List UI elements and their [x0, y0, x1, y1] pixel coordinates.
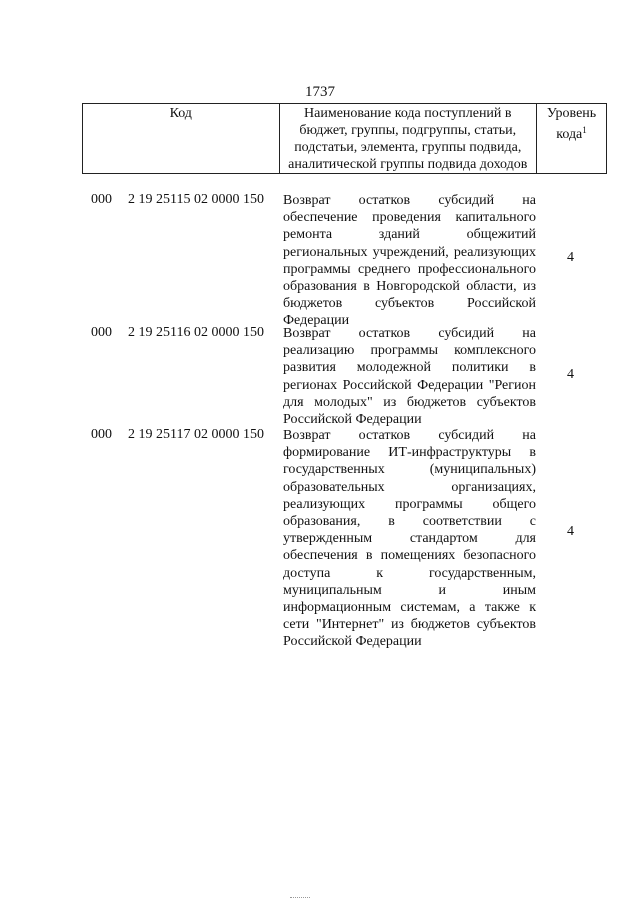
- row-description: Возврат остатков субсидий на формирование ИТ-инфраструктуры в государственных (муниципальных) образовательных организациях, реализующих программы общего образования, в соответствии с утвержденным стандартом для обеспечения в помещениях безопасного доступа к государственным, муниципальным и иным информационным системам, а также к сети "Интернет" из бюджетов субъектов Российской Федерации: [283, 428, 536, 650]
- row-code: 2 19 25116 02 0000 150: [128, 325, 264, 340]
- header-name: Наименование кода поступлений в бюджет, группы, подгруппы, статьи, подстатьи, элемента, группы подвида, аналитической группы подвида доходов: [279, 104, 537, 174]
- row-level: 4: [567, 250, 574, 265]
- header-level-footnote: 1: [582, 125, 587, 135]
- row-level: 4: [567, 367, 574, 382]
- row-prefix: 000: [91, 325, 112, 340]
- header-code: Код: [83, 104, 280, 174]
- header-level-cell: [537, 104, 607, 174]
- row-code: 2 19 25117 02 0000 150: [128, 427, 264, 442]
- table-header: [82, 103, 607, 174]
- row-description: Возврат остатков субсидий на реализацию программы комплексного развития молодежной политики в регионах Российской Федерации "Регион для молодых" из бюджетов субъектов Российской Федерации: [283, 326, 536, 428]
- row-prefix: 000: [91, 427, 112, 442]
- row-description: Возврат остатков субсидий на обеспечение проведения капитального ремонта зданий общежитий региональных учреждений, реализующих программы среднего профессионального образования в Новгородской области, из бюджетов субъектов Российской Федерации: [283, 193, 536, 329]
- row-code: 2 19 25115 02 0000 150: [128, 192, 264, 207]
- header-level: Уровень кода: [546, 106, 597, 142]
- page-number: 1737: [305, 84, 335, 100]
- scan-artifact: [290, 897, 310, 900]
- row-level: 4: [567, 524, 574, 539]
- row-prefix: 000: [91, 192, 112, 207]
